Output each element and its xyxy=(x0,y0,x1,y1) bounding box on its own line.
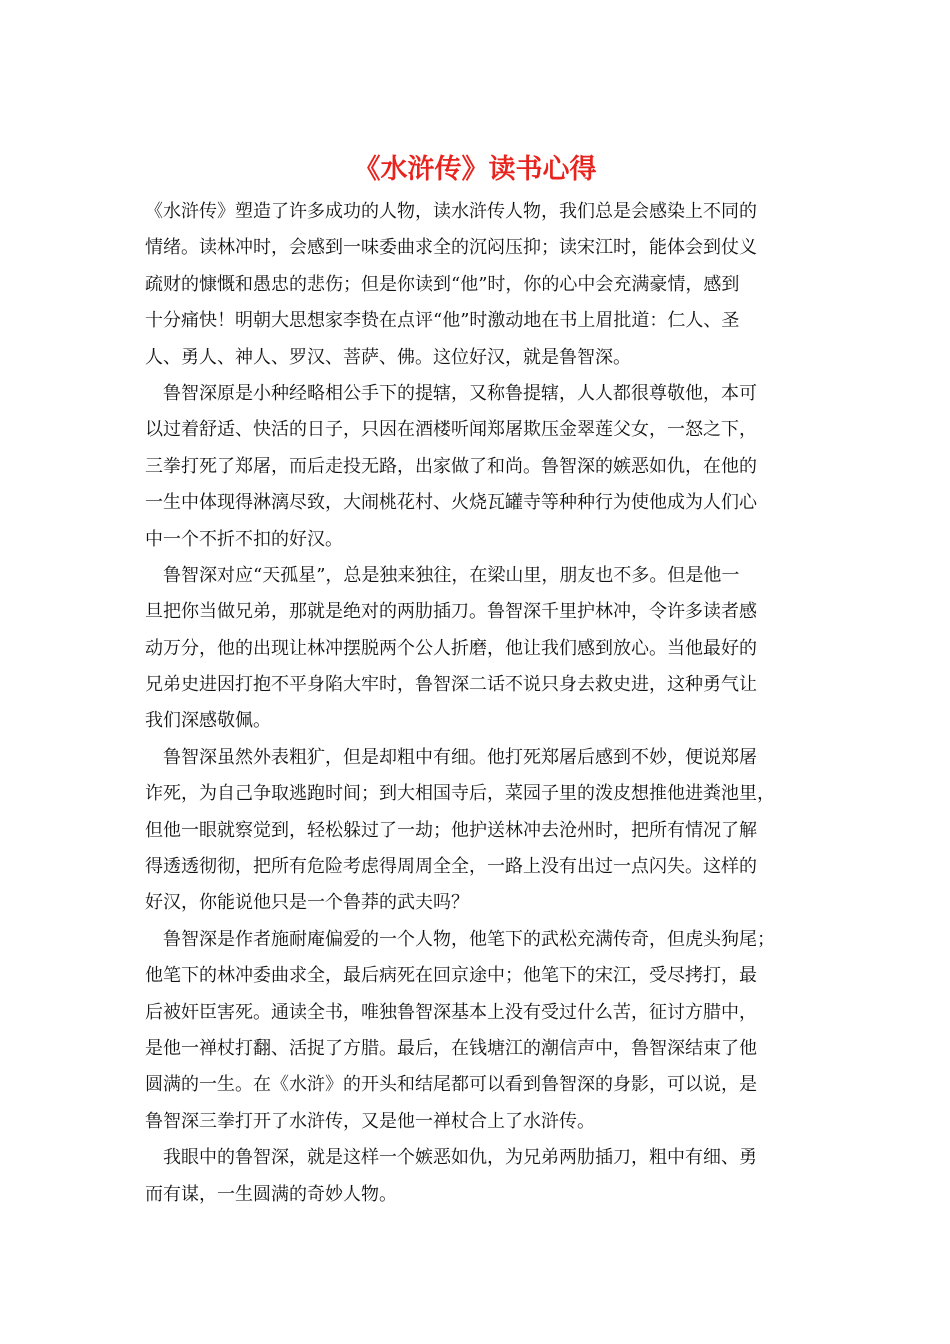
text-line: 鲁智深三拳打开了水浒传，又是他一禅杖合上了水浒传。 xyxy=(145,1110,595,1132)
text-line: 但他一眼就察觉到，轻松躲过了一劫；他护送林冲去沧州时，把所有情况了解 xyxy=(145,819,757,841)
paragraph xyxy=(145,1140,805,1213)
text-line: 诈死，为自己争取逃跑时间；到大相国寺后，菜园子里的泼皮想推他进粪池里， xyxy=(145,783,775,805)
text-line: 是他一禅杖打翻、活捉了方腊。最后，在钱塘江的潮信声中，鲁智深结束了他 xyxy=(145,1037,757,1059)
paragraph xyxy=(145,194,805,376)
text-line: 旦把你当做兄弟，那就是绝对的两肋插刀。鲁智深千里护林冲，令许多读者感 xyxy=(145,601,757,623)
text-line: 以过着舒适、快活的日子，只因在酒楼听闻郑屠欺压金翠莲父女，一怒之下， xyxy=(145,419,757,441)
page-title: 《水浒传》读书心得 xyxy=(353,154,597,185)
document-body xyxy=(145,194,805,1213)
paragraph xyxy=(145,558,805,740)
text-line: 他笔下的林冲委曲求全，最后病死在回京途中；他笔下的宋江，受尽拷打，最 xyxy=(145,965,757,987)
text-line: 中一个不折不扣的好汉。 xyxy=(145,528,343,550)
text-line: 一生中体现得淋漓尽致，大闹桃花村、火烧瓦罐寺等种种行为使他成为人们心 xyxy=(145,492,757,514)
text-line: 好汉，你能说他只是一个鲁莽的武夫吗？ xyxy=(145,892,469,914)
text-line: 后被奸臣害死。通读全书，唯独鲁智深基本上没有受过什么苦，征讨方腊中， xyxy=(145,1001,757,1023)
paragraph xyxy=(145,740,805,922)
text-line: 情绪。读林冲时，会感到一味委曲求全的沉闷压抑；读宋江时，能体会到仗义 xyxy=(145,237,757,259)
text-line: 疏财的慷慨和愚忠的悲伤；但是你读到“他”时，你的心中会充满豪情，感到 xyxy=(145,273,740,295)
paragraph xyxy=(145,922,805,1140)
text-line: 我们深感敬佩。 xyxy=(145,710,271,732)
text-line: 得透透彻彻，把所有危险考虑得周周全全，一路上没有出过一点闪失。这样的 xyxy=(145,856,757,878)
text-line: 鲁智深虽然外表粗犷，但是却粗中有细。他打死郑屠后感到不妙，便说郑屠 xyxy=(163,746,757,768)
text-line: 而有谋，一生圆满的奇妙人物。 xyxy=(145,1183,397,1205)
text-line: 十分痛快！明朝大思想家李贽在点评“他”时激动地在书上眉批道：仁人、圣 xyxy=(145,310,740,332)
text-line: 鲁智深对应“天孤星”，总是独来独往，在梁山里，朋友也不多。但是他一 xyxy=(163,564,740,586)
text-line: 动万分，他的出现让林冲摆脱两个公人折磨，他让我们感到放心。当他最好的 xyxy=(145,637,757,659)
text-line: 《水浒传》塑造了许多成功的人物，读水浒传人物，我们总是会感染上不同的 xyxy=(145,201,757,222)
text-line: 兄弟史进因打抱不平身陷大牢时，鲁智深二话不说只身去救史进，这种勇气让 xyxy=(145,674,757,696)
text-line: 鲁智深是作者施耐庵偏爱的一个人物，他笔下的武松充满传奇，但虎头狗尾； xyxy=(163,928,775,950)
text-line: 鲁智深原是小种经略相公手下的提辖，又称鲁提辖，人人都很尊敬他，本可 xyxy=(163,382,757,404)
text-line: 三拳打死了郑屠，而后走投无路，出家做了和尚。鲁智深的嫉恶如仇，在他的 xyxy=(145,455,757,477)
text-line: 人、勇人、神人、罗汉、菩萨、佛。这位好汉，就是鲁智深。 xyxy=(145,346,631,368)
text-line: 我眼中的鲁智深，就是这样一个嫉恶如仇，为兄弟两肋插刀，粗中有细、勇 xyxy=(163,1147,757,1169)
text-line: 圆满的一生。在《水浒》的开头和结尾都可以看到鲁智深的身影，可以说，是 xyxy=(145,1074,757,1096)
paragraph xyxy=(145,376,805,558)
